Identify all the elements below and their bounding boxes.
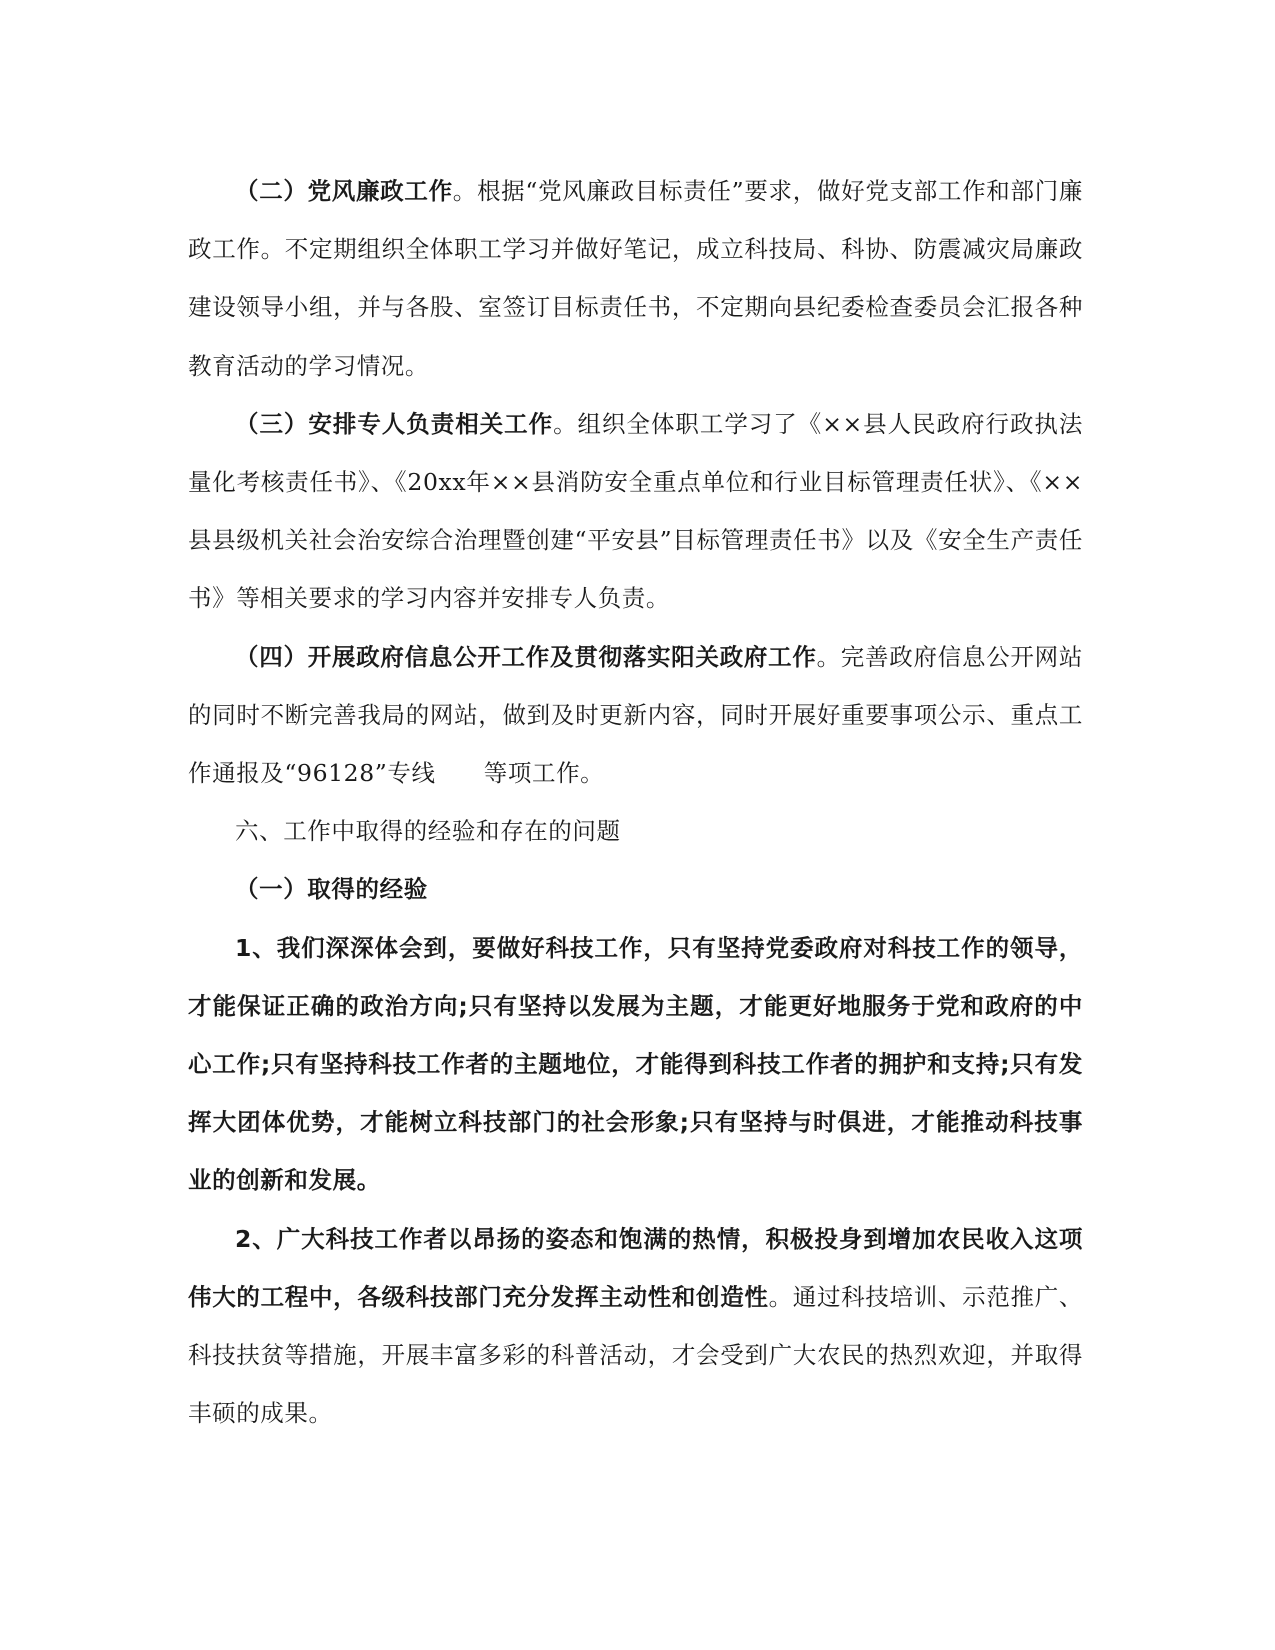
paragraph-assign-staff: [188, 395, 1083, 628]
paragraph-text: 。完善政府信息公开网站的同时不断完善我局的网站，做到及时更新内容，同时开展好重要事项公示、重点工作通报及“96128”专线 等项工作。: [188, 642, 1083, 788]
document-body: [188, 162, 1083, 1442]
paragraph-lead: （二）党风廉政工作: [235, 177, 453, 205]
paragraph-text: 。根据“党风廉政目标责任”要求，做好党支部工作和部门廉政工作。不定期组织全体职工学习并做好笔记，成立科技局、科协、防震减灾局廉政建设领导小组，并与各股、室签订目标责任书，不定期向县纪委检查委员会汇报各种教育活动的学习情况。: [188, 177, 1083, 380]
paragraph-lead: （四）开展政府信息公开工作及贯彻落实阳关政府工作: [235, 642, 817, 671]
paragraph-lead: （三）安排专人负责相关工作: [235, 409, 554, 438]
experience-item-2: [188, 1210, 1083, 1443]
paragraph-text: 。组织全体职工学习了《××县人民政府行政执法量化考核责任书》、《20xx年××县消防安全重点单位和行业目标管理责任状》、《××县县级机关社会治安综合治理暨创建“平安县”目标管理责任书》以及《安全生产责任书》等相关要求的学习内容并安排专人负责。: [188, 409, 1083, 613]
experience-item-1: 1、我们深深体会到，要做好科技工作，只有坚持党委政府对科技工作的领导，才能保证正确的政治方向;只有坚持以发展为主题，才能更好地服务于党和政府的中心工作;只有坚持科技工作者的主题地位，才能得到科技工作者的拥护和支持;只有发挥大团体优势，才能树立科技部门的社会形象;只有坚持与时俱进，才能推动科技事业的创新和发展。: [188, 933, 1083, 1195]
section-heading: 六、工作中取得的经验和存在的问题: [235, 817, 621, 846]
paragraph-party-integrity: [188, 162, 1083, 395]
paragraph-info-disclosure: [188, 628, 1083, 803]
paragraph-lead: 2、广大科技工作者以昂扬的姿态和饱满的热情，积极投身到增加农民收入这项伟大的工程中，各级科技部门充分发挥主动性和创造性: [188, 1224, 1083, 1311]
paragraph-text: 。通过科技培训、示范推广、科技扶贫等措施，开展丰富多彩的科普活动，才会受到广大农民的热烈欢迎，并取得丰硕的成果。: [188, 1282, 1083, 1428]
sub-heading: （一）取得的经验: [235, 875, 428, 904]
